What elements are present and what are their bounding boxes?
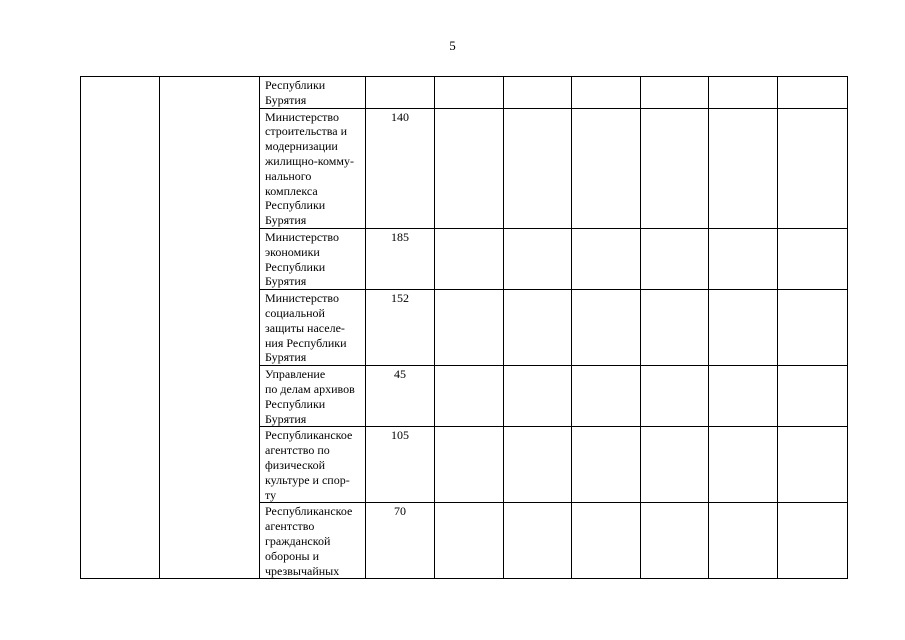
empty-cell: [435, 503, 504, 579]
amount-cell: [366, 77, 435, 109]
organization-name: Республики Бурятия: [260, 77, 366, 109]
empty-cell: [504, 503, 572, 579]
empty-cell: [641, 503, 709, 579]
page-number: 5: [449, 38, 456, 53]
empty-cell: [709, 77, 778, 109]
empty-cell: [435, 366, 504, 427]
organization-name: Республиканское агентство по физической культуре и спор- ту: [260, 427, 366, 503]
empty-cell: [641, 366, 709, 427]
empty-cell: [709, 108, 778, 228]
empty-cell: [641, 108, 709, 228]
empty-cell: [709, 366, 778, 427]
empty-cell: [641, 77, 709, 109]
empty-cell: [778, 77, 848, 109]
organization-name: Министерство экономики Республики Бурятия: [260, 228, 366, 289]
empty-cell: [435, 228, 504, 289]
empty-cell: [641, 228, 709, 289]
empty-cell: [572, 108, 641, 228]
empty-cell: [81, 77, 160, 579]
empty-cell: [504, 366, 572, 427]
empty-cell: [504, 290, 572, 366]
empty-cell: [160, 77, 260, 579]
empty-cell: [572, 503, 641, 579]
empty-cell: [709, 228, 778, 289]
empty-cell: [778, 228, 848, 289]
amount-cell: 140: [366, 108, 435, 228]
empty-cell: [641, 290, 709, 366]
organization-name: Республиканское агентство гражданской обороны и чрезвычайных: [260, 503, 366, 579]
empty-cell: [572, 366, 641, 427]
empty-cell: [709, 427, 778, 503]
amount-cell: 152: [366, 290, 435, 366]
empty-cell: [709, 290, 778, 366]
empty-cell: [778, 108, 848, 228]
empty-cell: [778, 366, 848, 427]
empty-cell: [504, 228, 572, 289]
empty-cell: [641, 427, 709, 503]
organization-name: Министерство строительства и модернизации жилищно-комму- нального комплекса Республики Бурятия: [260, 108, 366, 228]
empty-cell: [435, 77, 504, 109]
empty-cell: [435, 108, 504, 228]
amount-cell: 185: [366, 228, 435, 289]
amount-cell: 45: [366, 366, 435, 427]
organization-name: Министерство социальной защиты населе- ния Республики Бурятия: [260, 290, 366, 366]
empty-cell: [572, 290, 641, 366]
empty-cell: [572, 77, 641, 109]
empty-cell: [572, 427, 641, 503]
empty-cell: [778, 503, 848, 579]
empty-cell: [572, 228, 641, 289]
empty-cell: [504, 77, 572, 109]
budget-table: [80, 76, 848, 579]
empty-cell: [778, 427, 848, 503]
empty-cell: [435, 427, 504, 503]
amount-cell: 105: [366, 427, 435, 503]
empty-cell: [778, 290, 848, 366]
empty-cell: [435, 290, 504, 366]
empty-cell: [504, 427, 572, 503]
table-row: [81, 77, 848, 109]
empty-cell: [504, 108, 572, 228]
empty-cell: [709, 503, 778, 579]
amount-cell: 70: [366, 503, 435, 579]
organization-name: Управление по делам архивов Республики Бурятия: [260, 366, 366, 427]
